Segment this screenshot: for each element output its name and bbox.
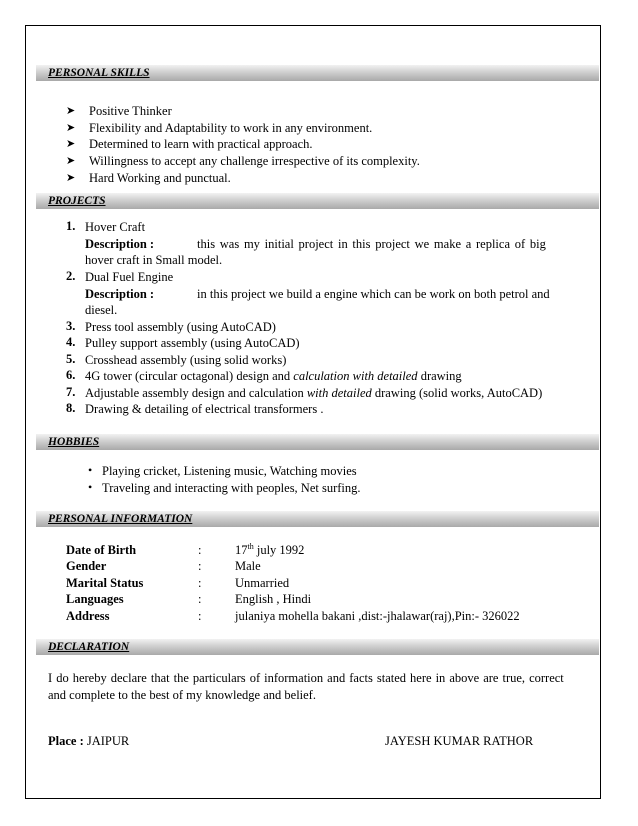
address-value: julaniya mohella bakani ,dist:-jhalawar(raj),Pin:- 326022 xyxy=(235,609,520,623)
project-title xyxy=(85,368,462,384)
section-bar-personal xyxy=(36,511,599,527)
project-text-italic: calculation with detailed xyxy=(293,369,418,383)
section-title-hobbies: HOBBIES xyxy=(48,436,100,448)
dob-rest: july 1992 xyxy=(253,543,305,557)
arrow-bullet-icon: ➤ xyxy=(66,122,76,134)
section-bar-declaration xyxy=(36,639,599,655)
section-bar-skills xyxy=(36,65,599,81)
arrow-bullet-icon: ➤ xyxy=(66,105,76,117)
project-text: Adjustable assembly design and calculation xyxy=(85,386,307,400)
skill-item: Willingness to accept any challenge irrespective of its complexity. xyxy=(89,154,420,168)
separator-colon: : xyxy=(198,543,202,557)
project-number: 2. xyxy=(66,269,76,283)
skill-item: Determined to learn with practical approach. xyxy=(89,137,313,151)
arrow-bullet-icon: ➤ xyxy=(66,138,76,150)
project-title: Crosshead assembly (using solid works) xyxy=(85,353,287,367)
project-description: in this project we build a engine which can be work on both petrol and xyxy=(197,287,550,301)
gender-label: Gender xyxy=(66,559,107,573)
dob-label: Date of Birth xyxy=(66,543,137,557)
skill-item: Hard Working and punctual. xyxy=(89,171,231,185)
dob-day: 17 xyxy=(235,543,248,557)
arrow-bullet-icon: ➤ xyxy=(66,172,76,184)
project-title: Pulley support assembly (using AutoCAD) xyxy=(85,336,300,350)
place-value: JAIPUR xyxy=(83,734,130,748)
project-title: Dual Fuel Engine xyxy=(85,270,174,284)
section-title-declaration: DECLARATION xyxy=(48,641,130,653)
project-title: Press tool assembly (using AutoCAD) xyxy=(85,320,276,334)
project-title xyxy=(85,385,542,401)
project-number: 3. xyxy=(66,319,76,333)
bullet-icon: • xyxy=(88,480,93,494)
project-number: 4. xyxy=(66,335,76,349)
place-line xyxy=(48,733,129,749)
section-title-skills: PERSONAL SKILLS xyxy=(48,67,150,79)
separator-colon: : xyxy=(198,576,202,590)
project-number: 5. xyxy=(66,352,76,366)
marital-label: Marital Status xyxy=(66,576,144,590)
project-text: drawing (solid works, AutoCAD) xyxy=(371,386,543,400)
project-number: 6. xyxy=(66,368,76,382)
project-number: 8. xyxy=(66,401,76,415)
hobby-item: Traveling and interacting with peoples, Net surfing. xyxy=(102,481,361,495)
dob-value xyxy=(235,542,304,558)
description-label: Description : xyxy=(85,237,155,251)
section-title-personal: PERSONAL INFORMATION xyxy=(48,513,193,525)
bullet-icon: • xyxy=(88,463,93,477)
languages-value: English , Hindi xyxy=(235,592,312,606)
address-label: Address xyxy=(66,609,110,623)
project-text: 4G tower (circular octagonal) design and xyxy=(85,369,294,383)
arrow-bullet-icon: ➤ xyxy=(66,155,76,167)
project-number: 1. xyxy=(66,219,76,233)
project-title: Drawing & detailing of electrical transformers . xyxy=(85,402,324,416)
declaration-line-2: and complete to the best of my knowledge and belief. xyxy=(48,688,316,702)
gender-value: Male xyxy=(235,559,261,573)
separator-colon: : xyxy=(198,559,202,573)
marital-value: Unmarried xyxy=(235,576,290,590)
project-text: drawing xyxy=(417,369,462,383)
declaration-line-1: I do hereby declare that the particulars of information and facts stated here in above are true, correct xyxy=(48,671,564,685)
project-description-cont: diesel. xyxy=(85,303,118,317)
dob-suffix: th xyxy=(247,541,254,551)
section-bar-hobbies xyxy=(36,434,599,450)
signature-name: JAYESH KUMAR RATHOR xyxy=(385,734,534,748)
hobby-item: Playing cricket, Listening music, Watching movies xyxy=(102,464,357,478)
section-bar-projects xyxy=(36,193,599,209)
project-title: Hover Craft xyxy=(85,220,146,234)
skill-item: Flexibility and Adaptability to work in any environment. xyxy=(89,121,373,135)
separator-colon: : xyxy=(198,592,202,606)
project-text-italic: with detailed xyxy=(306,386,372,400)
languages-label: Languages xyxy=(66,592,124,606)
description-label: Description : xyxy=(85,287,155,301)
separator-colon: : xyxy=(198,609,202,623)
project-number: 7. xyxy=(66,385,76,399)
skill-item: Positive Thinker xyxy=(89,104,172,118)
place-label: Place : xyxy=(48,734,84,748)
project-description-cont: hover craft in Small model. xyxy=(85,253,223,267)
section-title-projects: PROJECTS xyxy=(48,195,106,207)
project-description: this was my initial project in this project we make a replica of big xyxy=(197,237,546,251)
